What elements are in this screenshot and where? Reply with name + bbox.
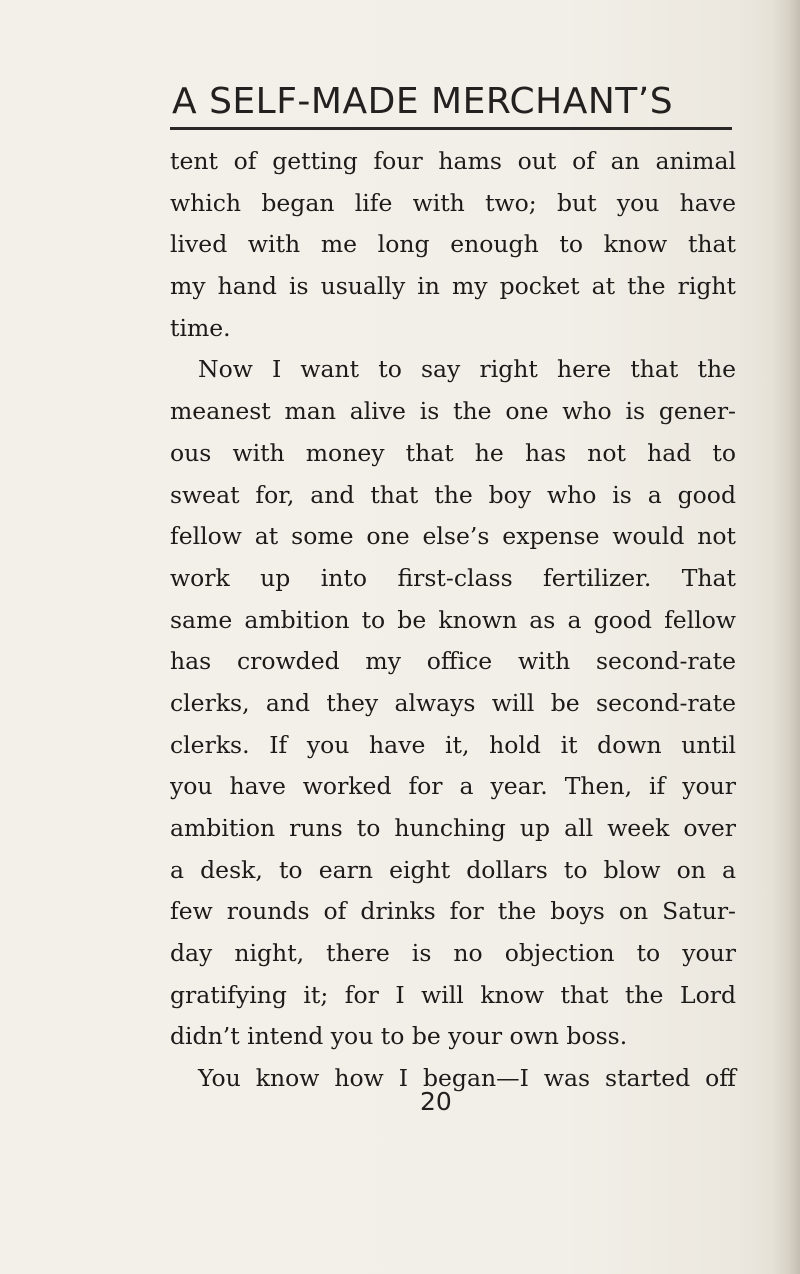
text-line: which began life with two; but you have: [170, 188, 736, 217]
text-line: sweat for, and that the boy who is a good: [170, 480, 736, 509]
text-line: tent of getting four hams out of an animal: [170, 147, 736, 175]
text-line: clerks, and they always will be second-rate: [170, 688, 736, 717]
running-head: A SELF-MADE MERCHANT’S: [172, 81, 674, 122]
page-number: 20: [420, 1087, 452, 1116]
text-line: has crowded my office with second-rate: [170, 647, 736, 676]
text-line: same ambition to be known as a good fellow: [170, 605, 736, 634]
text-line: ous with money that he has not had to: [170, 438, 736, 467]
text-line: clerks. If you have it, hold it down until: [170, 730, 736, 759]
text-line: lived with me long enough to know that: [170, 230, 736, 259]
text-line: You know how I began—I was started off: [198, 1064, 736, 1093]
text-line: ambition runs to hunching up all week over: [170, 814, 736, 842]
body-text: [170, 141, 736, 1100]
text-line: gratifying it; for I will know that the Lord: [170, 980, 736, 1009]
text-line: a desk, to earn eight dollars to blow on a: [170, 855, 736, 884]
text-line: my hand is usually in my pocket at the right: [170, 272, 736, 301]
text-line: fellow at some one else’s expense would not: [170, 522, 736, 551]
text-line: meanest man alive is the one who is gener-: [170, 397, 736, 426]
text-line: few rounds of drinks for the boys on Satur-: [170, 897, 736, 926]
text-line: you have worked for a year. Then, if your: [170, 772, 736, 801]
text-line: work up into first-class fertilizer. That: [170, 563, 736, 592]
page-gutter-shadow: [772, 0, 800, 1274]
text-line: time.: [170, 313, 231, 342]
text-line: day night, there is no objection to your: [170, 939, 736, 968]
text-line: didn’t intend you to be your own boss.: [170, 1022, 628, 1051]
text-line: Now I want to say right here that the: [198, 355, 736, 384]
running-head-rule: [170, 127, 732, 130]
